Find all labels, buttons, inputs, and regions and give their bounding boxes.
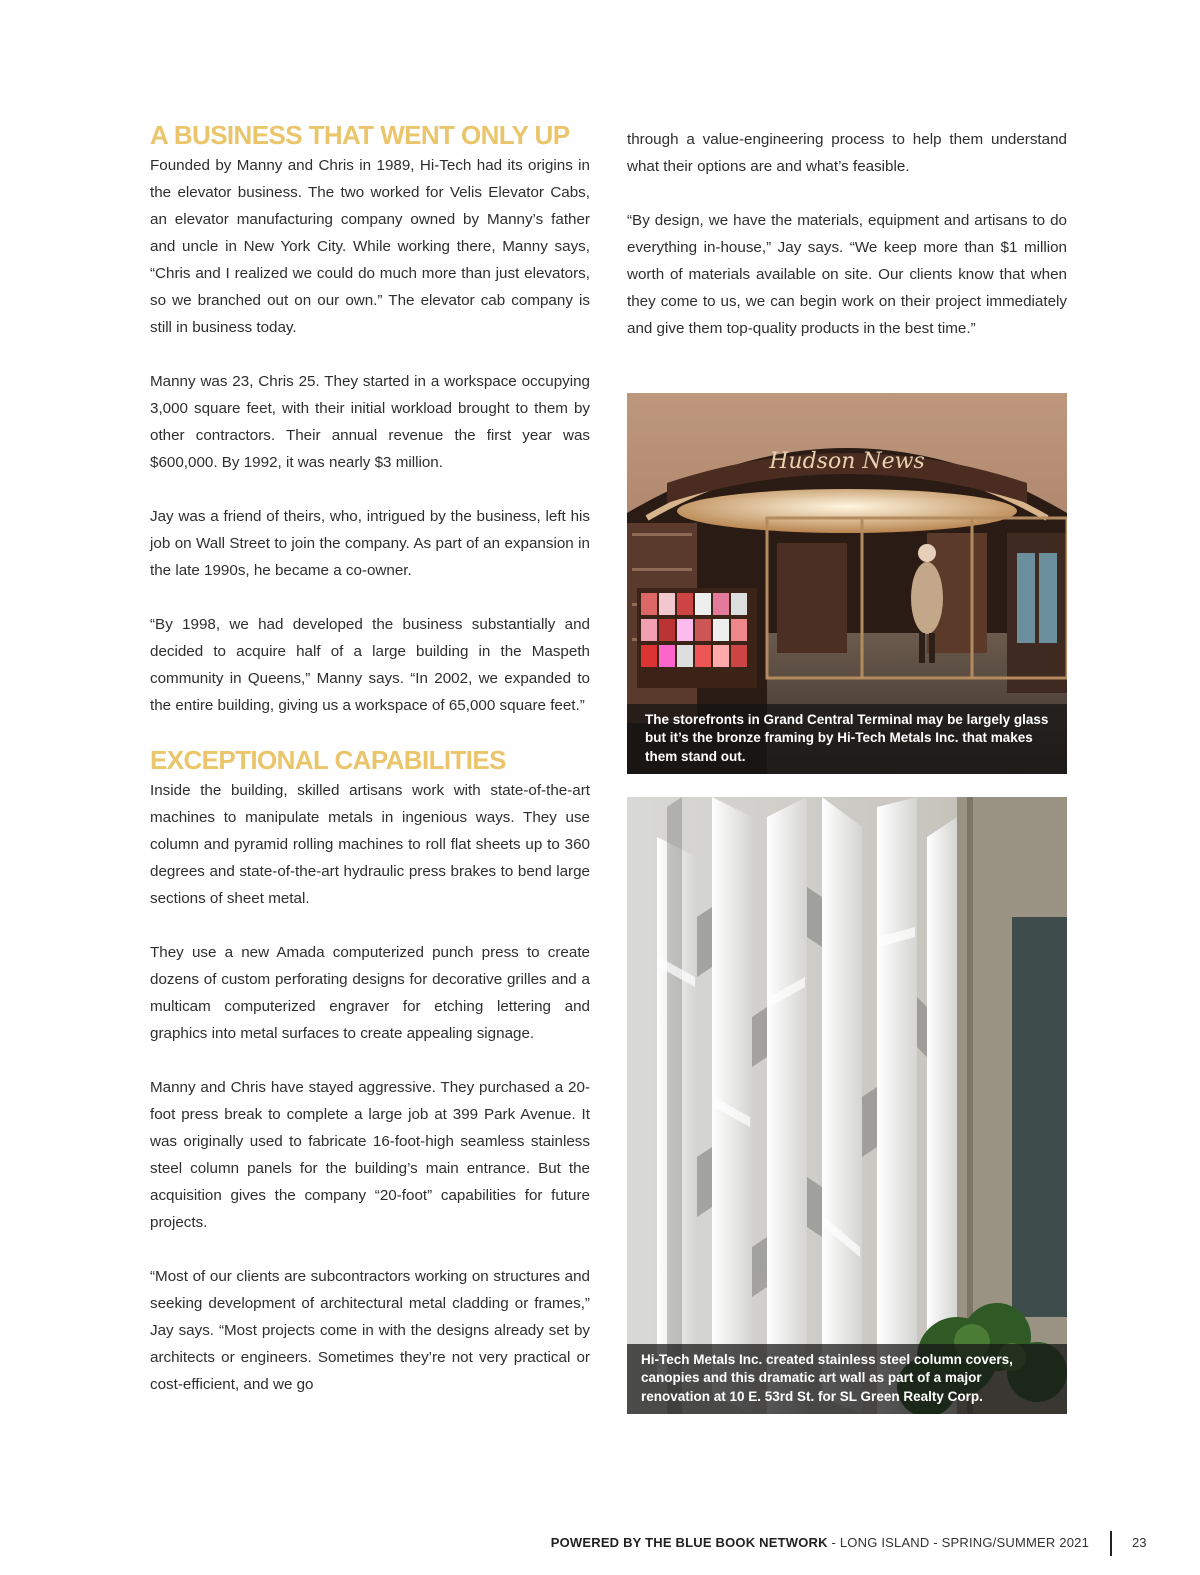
- body-paragraph: Founded by Manny and Chris in 1989, Hi-Tech had its origins in the elevator business. The two worked for Velis Elevator Cabs, an elevator manufacturing company owned by Manny’s father and uncle in New York City. While working there, Manny says, “Chris and I realized we could do much more than just elevators, so we branched out on our own.” The elevator cab company is still in business today.: [150, 157, 590, 336]
- art-wall-photo: [627, 797, 1067, 1414]
- body-paragraph: “By 1998, we had developed the business substantially and decided to acquire half of a large building in the Maspeth community in Queens,” Manny says. “In 2002, we expanded to the entire building, giving us a workspace of 65,000 square feet.”: [150, 616, 590, 714]
- page-number: 23: [1132, 1535, 1147, 1550]
- footer-issue: - LONG ISLAND - SPRING/SUMMER 2021: [827, 1535, 1089, 1550]
- body-paragraph: They use a new Amada computerized punch press to create dozens of custom perforating designs for decorative grilles and a multicam computerized engraver for etching lettering and graphics into metal surfaces to create appealing signage.: [150, 944, 590, 1042]
- body-paragraph: Jay was a friend of theirs, who, intrigued by the business, left his job on Wall Street to join the company. As part of an expansion in the late 1990s, he became a co-owner.: [150, 508, 590, 579]
- body-paragraph: Manny was 23, Chris 25. They started in a workspace occupying 3,000 square feet, with their initial workload brought to them by other contractors. Their annual revenue the first year was $600,000. By 1992, it was nearly $3 million.: [150, 373, 590, 471]
- body-paragraph: “Most of our clients are subcontractors working on structures and seeking development of architectural metal cladding or frames,” Jay says. “Most projects come in with the designs already set by architects or engineers. Sometimes they’re not very practical or cost-efficient, and we go: [150, 1268, 590, 1393]
- photo-caption: Hi-Tech Metals Inc. created stainless steel column covers, canopies and this dramatic art wall as part of a major renovation at 10 E. 53rd St. for SL Green Realty Corp.: [627, 1344, 1067, 1415]
- body-paragraph: Manny and Chris have stayed aggressive. They purchased a 20-foot press break to complete a large job at 399 Park Avenue. It was originally used to fabricate 16-foot-high seamless stainless steel column panels for the building’s main entrance. But the acquisition gives the company “20-foot” capabilities for future projects.: [150, 1079, 590, 1231]
- page-footer: [0, 1535, 1089, 1550]
- right-column: [627, 126, 1067, 342]
- footer-divider: [1110, 1531, 1112, 1556]
- body-paragraph: through a value-engineering process to help them understand what their options are and what’s feasible.: [627, 131, 1067, 175]
- body-paragraph: “By design, we have the materials, equipment and artisans to do everything in-house,” Jay says. “We keep more than $1 million worth of materials available on site. Our clients know that when they come to us, we can begin work on their project immediately and give them top-quality products in the best time.”: [627, 212, 1067, 337]
- left-column: [150, 118, 590, 1398]
- photo-caption: The storefronts in Grand Central Terminal may be largely glass but it’s the bronze framing by Hi-Tech Metals Inc. that makes them stand out.: [627, 704, 1067, 775]
- section-heading-business: A BUSINESS THAT WENT ONLY UP: [150, 120, 570, 150]
- body-paragraph: Inside the building, skilled artisans work with state-of-the-art machines to manipulate metals in ingenious ways. They use column and pyramid rolling machines to roll flat sheets up to 360 degrees and state-of-the-art hydraulic press brakes to bend large sections of sheet metal.: [150, 782, 590, 907]
- storefront-sign-text: Hudson News: [769, 449, 925, 474]
- footer-brand: POWERED BY THE BLUE BOOK NETWORK: [550, 1535, 828, 1550]
- section-heading-capabilities: EXCEPTIONAL CAPABILITIES: [150, 745, 506, 775]
- art-wall-illustration: [627, 797, 1067, 1414]
- storefront-photo: [627, 393, 1067, 774]
